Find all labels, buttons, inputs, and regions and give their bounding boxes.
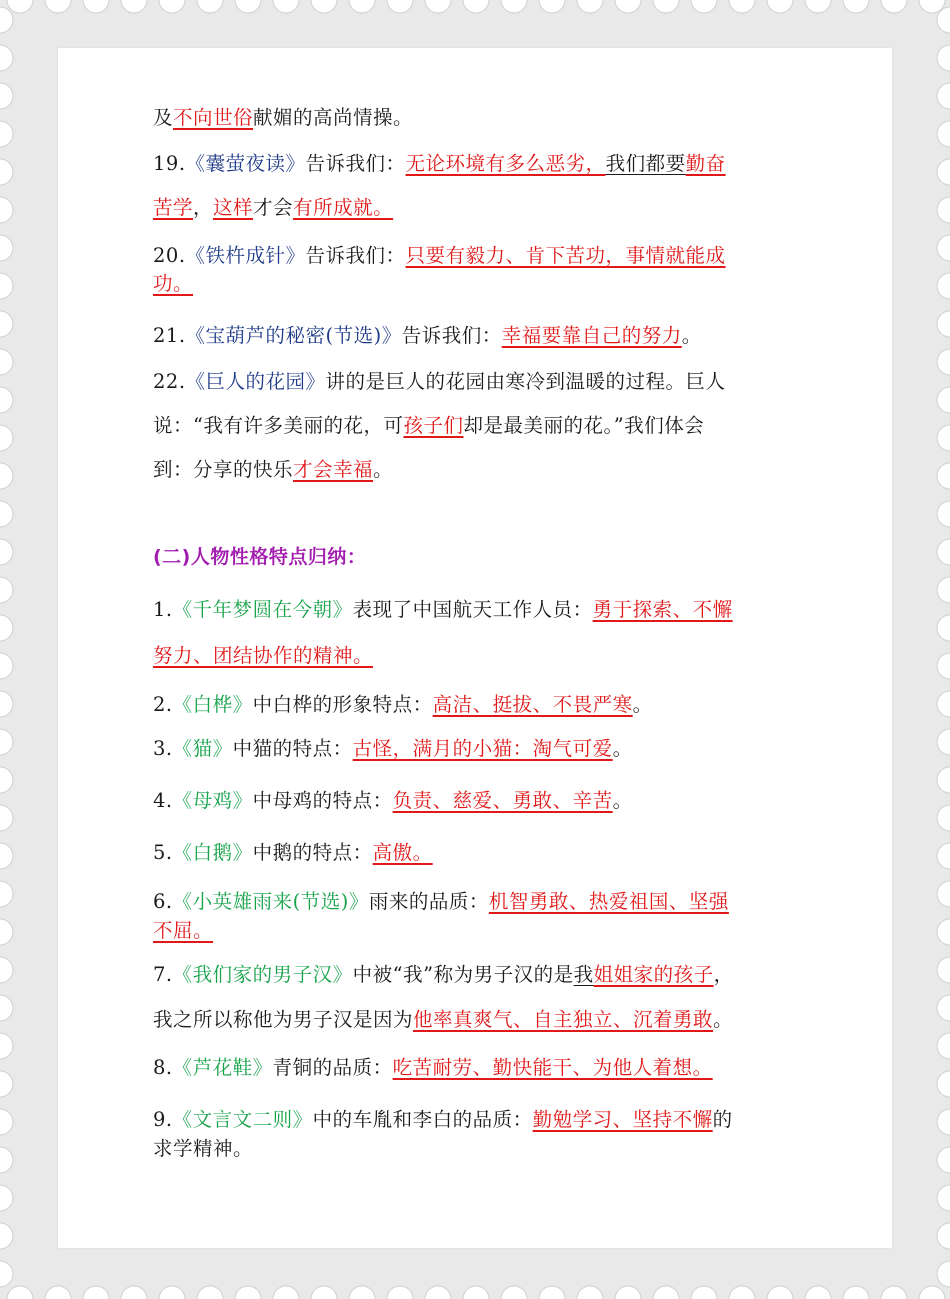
perforation-hole — [919, 1286, 945, 1299]
trait-item-4 — [153, 785, 633, 813]
perforation-hole — [0, 387, 13, 413]
perforation-hole — [0, 235, 13, 261]
text-line — [153, 102, 413, 130]
perforation-hole — [235, 0, 261, 13]
perforation-hole — [691, 0, 717, 13]
perforation-hole — [937, 957, 950, 983]
text: 中母鸡的特点： — [252, 789, 393, 812]
trait-item-6 — [153, 886, 729, 914]
trait-item-9 — [153, 1104, 733, 1132]
item-number: 1. — [153, 598, 173, 621]
lesson-title: 《囊萤夜读》 — [185, 152, 306, 175]
perforation-hole — [937, 83, 950, 109]
perforation-hole — [45, 0, 71, 13]
trait-item-7-cont — [153, 1004, 733, 1032]
answer-text: 吃苦耐劳、勤快能干、为他人着想。 — [392, 1056, 713, 1079]
item-number: 7. — [153, 963, 173, 986]
answer-text: 不向世俗 — [173, 106, 254, 129]
perforation-hole — [7, 1286, 33, 1299]
perforation-hole — [937, 501, 950, 527]
perforation-hole — [937, 805, 950, 831]
text: 才会 — [253, 196, 294, 219]
perforation-hole — [197, 0, 223, 13]
trait-item-1-cont — [153, 640, 373, 668]
perforation-hole — [539, 1286, 565, 1299]
lesson-title: 《文言文二则》 — [172, 1108, 313, 1131]
perforation-hole — [843, 1286, 869, 1299]
item-20 — [153, 240, 726, 268]
answer-text: 才会幸福 — [293, 458, 374, 481]
trait-item-9-cont — [153, 1133, 253, 1161]
text: 。 — [373, 458, 394, 481]
perforation-hole — [937, 45, 950, 71]
perforation-hole — [0, 1033, 13, 1059]
text: 告诉我们： — [305, 244, 406, 267]
perforation-hole — [937, 463, 950, 489]
perforation-hole — [349, 0, 375, 13]
lesson-title: 《芦花鞋》 — [172, 1056, 273, 1079]
perforation-hole — [937, 577, 950, 603]
perforation-hole — [937, 311, 950, 337]
perforation-hole — [0, 881, 13, 907]
perforation-hole — [425, 0, 451, 13]
item-22-cont — [153, 454, 393, 482]
section-heading: (二)人物性格特点归纳： — [153, 546, 367, 568]
perforation-hole — [273, 0, 299, 13]
perforation-hole — [937, 995, 950, 1021]
text: 中的车胤和李白的品质： — [312, 1108, 533, 1131]
perforation-hole — [937, 843, 950, 869]
lesson-title: 《白鹅》 — [172, 841, 253, 864]
text: 中猫的特点： — [232, 737, 353, 760]
perforation-hole — [0, 501, 13, 527]
item-number: 21. — [153, 324, 186, 347]
perforation-hole — [937, 1109, 950, 1135]
lesson-title: 《我们家的男子汉》 — [172, 963, 353, 986]
item-number: 4. — [153, 789, 173, 812]
lesson-title: 《宝葫芦的秘密(节选)》 — [185, 324, 402, 347]
perforation-hole — [0, 995, 13, 1021]
text: 告诉我们： — [305, 152, 406, 175]
answer-text: 勇于探索、不懈 — [592, 598, 733, 621]
trait-item-8 — [153, 1052, 713, 1080]
item-19-cont — [153, 192, 393, 220]
perforation-hole — [881, 0, 907, 13]
perforation-hole — [937, 881, 950, 907]
answer-text: 高洁、挺拔、不畏严寒 — [432, 693, 633, 716]
perforation-hole — [0, 1223, 13, 1249]
lesson-title: 《猫》 — [172, 737, 233, 760]
perforation-hole — [729, 0, 755, 13]
item-number: 8. — [153, 1056, 173, 1079]
text: 。 — [681, 324, 702, 347]
trait-item-2 — [153, 689, 653, 717]
perforation-hole — [843, 0, 869, 13]
lesson-title: 《白桦》 — [172, 693, 253, 716]
perforation-hole — [0, 273, 13, 299]
text: 及 — [153, 106, 174, 129]
perforation-hole — [0, 349, 13, 375]
perforation-hole — [615, 0, 641, 13]
answer-text: 他率真爽气、自主独立、沉着勇敢 — [413, 1008, 714, 1031]
item-number: 19. — [153, 152, 186, 175]
perforation-hole — [653, 1286, 679, 1299]
perforation-hole — [0, 539, 13, 565]
perforation-hole — [937, 121, 950, 147]
answer-text: 负责、慈爱、勇敢、辛苦 — [392, 789, 613, 812]
perforation-hole — [937, 615, 950, 641]
perforation-hole — [311, 0, 337, 13]
text: 中白桦的形象特点： — [252, 693, 433, 716]
text: 青铜的品质： — [272, 1056, 393, 1079]
perforation-hole — [0, 767, 13, 793]
perforation-hole — [691, 1286, 717, 1299]
item-number: 2. — [153, 693, 173, 716]
text: ， — [193, 196, 214, 219]
perforation-hole — [83, 0, 109, 13]
perforation-hole — [539, 0, 565, 13]
text: 告诉我们： — [401, 324, 502, 347]
text: 讲的是巨人的花园由寒冷到温暖的过程。巨人 — [325, 370, 726, 393]
perforation-hole — [0, 311, 13, 337]
answer-text: 姐姐家的孩子 — [593, 963, 714, 986]
answer-text: 不屈。 — [153, 919, 214, 942]
text: 表现了中国航天工作人员： — [352, 598, 593, 621]
text: 说：“我有许多美丽的花，可 — [153, 414, 404, 437]
lesson-title: 《千年梦圆在今朝》 — [172, 598, 353, 621]
perforation-hole — [937, 767, 950, 793]
answer-text: 无论环境有多么恶劣， — [405, 152, 606, 175]
perforation-hole — [0, 1147, 13, 1173]
perforation-hole — [0, 805, 13, 831]
perforation-hole — [937, 539, 950, 565]
perforation-hole — [159, 1286, 185, 1299]
perforation-hole — [0, 1071, 13, 1097]
perforation-hole — [121, 0, 147, 13]
lesson-title: 《铁杵成针》 — [185, 244, 306, 267]
trait-item-3 — [153, 733, 633, 761]
perforation-hole — [0, 7, 13, 33]
perforation-hole — [937, 1033, 950, 1059]
perforation-hole — [577, 1286, 603, 1299]
perforation-hole — [937, 691, 950, 717]
perforation-hole — [121, 1286, 147, 1299]
trait-item-7 — [153, 959, 734, 987]
perforation-hole — [937, 1071, 950, 1097]
text: 中鹅的特点： — [252, 841, 373, 864]
trait-item-1 — [153, 594, 733, 622]
perforation-hole — [805, 0, 831, 13]
perforation-hole — [0, 197, 13, 223]
text: 献媚的高尚情操。 — [253, 106, 414, 129]
perforation-hole — [615, 1286, 641, 1299]
lesson-title: 《母鸡》 — [172, 789, 253, 812]
answer-text: 古怪，满月的小猫：淘气可爱 — [352, 737, 613, 760]
perforation-hole — [767, 0, 793, 13]
item-number: 6. — [153, 890, 173, 913]
perforation-hole — [501, 0, 527, 13]
text: 。 — [612, 789, 633, 812]
perforation-hole — [197, 1286, 223, 1299]
perforation-hole — [0, 919, 13, 945]
answer-text: 孩子们 — [403, 414, 464, 437]
text: 我们都要 — [605, 152, 686, 175]
perforation-hole — [0, 425, 13, 451]
text: ， — [713, 963, 734, 986]
text: 我 — [573, 963, 594, 986]
perforation-hole — [937, 349, 950, 375]
item-number: 3. — [153, 737, 173, 760]
perforation-hole — [937, 387, 950, 413]
perforation-hole — [0, 463, 13, 489]
perforation-hole — [0, 83, 13, 109]
perforation-hole — [937, 197, 950, 223]
perforation-hole — [653, 0, 679, 13]
perforation-hole — [0, 1185, 13, 1211]
perforation-hole — [937, 729, 950, 755]
item-22 — [153, 366, 726, 394]
item-number: 22. — [153, 370, 186, 393]
text: 中被“我”称为男子汉的是 — [352, 963, 574, 986]
perforation-hole — [349, 1286, 375, 1299]
perforation-hole — [937, 1261, 950, 1287]
answer-text: 高傲。 — [372, 841, 433, 864]
trait-item-5 — [153, 837, 433, 865]
answer-text: 这样 — [213, 196, 254, 219]
answer-text: 幸福要靠自己的努力 — [501, 324, 682, 347]
answer-text: 只要有毅力、肯下苦功，事情就能成 — [405, 244, 726, 267]
perforation-hole — [937, 273, 950, 299]
answer-text: 苦学 — [153, 196, 194, 219]
text: 的 — [712, 1108, 733, 1131]
perforation-hole — [937, 1223, 950, 1249]
perforation-hole — [0, 691, 13, 717]
perforation-hole — [387, 1286, 413, 1299]
perforation-hole — [937, 159, 950, 185]
perforation-hole — [0, 45, 13, 71]
item-number: 5. — [153, 841, 173, 864]
perforation-hole — [937, 653, 950, 679]
item-number: 9. — [153, 1108, 173, 1131]
item-20-cont — [153, 268, 193, 296]
perforation-hole — [729, 1286, 755, 1299]
answer-text: 勤奋 — [685, 152, 726, 175]
item-22-cont — [153, 410, 704, 438]
text: 。 — [713, 1008, 734, 1031]
text: 。 — [612, 737, 633, 760]
item-19 — [153, 148, 726, 176]
item-number: 20. — [153, 244, 186, 267]
perforation-hole — [0, 1109, 13, 1135]
trait-item-6-cont — [153, 915, 213, 943]
perforation-hole — [937, 425, 950, 451]
text: 求学精神。 — [153, 1137, 254, 1160]
perforation-hole — [7, 0, 33, 13]
text: 。 — [632, 693, 653, 716]
text: 我之所以称他为男子汉是因为 — [153, 1008, 414, 1031]
perforation-hole — [0, 653, 13, 679]
perforation-hole — [45, 1286, 71, 1299]
text: 到：分享的快乐 — [153, 458, 294, 481]
perforation-hole — [0, 1261, 13, 1287]
item-21 — [153, 320, 702, 348]
answer-text: 努力、团结协作的精神。 — [153, 644, 374, 667]
perforation-hole — [0, 159, 13, 185]
perforation-hole — [235, 1286, 261, 1299]
perforation-hole — [0, 577, 13, 603]
perforation-hole — [501, 1286, 527, 1299]
answer-text: 功。 — [153, 272, 194, 295]
perforation-hole — [881, 1286, 907, 1299]
answer-text: 有所成就。 — [293, 196, 394, 219]
answer-text: 机智勇敢、热爱祖国、坚强 — [488, 890, 729, 913]
perforation-hole — [767, 1286, 793, 1299]
perforation-hole — [937, 1147, 950, 1173]
perforation-hole — [937, 1185, 950, 1211]
perforation-hole — [937, 919, 950, 945]
perforation-hole — [83, 1286, 109, 1299]
perforation-hole — [463, 0, 489, 13]
perforation-hole — [0, 121, 13, 147]
perforation-hole — [425, 1286, 451, 1299]
lesson-title: 《小英雄雨来(节选)》 — [172, 890, 369, 913]
perforation-hole — [273, 1286, 299, 1299]
perforation-hole — [0, 729, 13, 755]
text: 却是最美丽的花。”我们体会 — [463, 414, 705, 437]
perforation-hole — [0, 957, 13, 983]
text: 雨来的品质： — [368, 890, 489, 913]
perforation-hole — [311, 1286, 337, 1299]
answer-text: 勤勉学习、坚持不懈 — [532, 1108, 713, 1131]
perforation-hole — [0, 615, 13, 641]
perforation-hole — [159, 0, 185, 13]
perforation-hole — [463, 1286, 489, 1299]
perforation-hole — [0, 843, 13, 869]
perforation-hole — [805, 1286, 831, 1299]
perforation-hole — [577, 0, 603, 13]
lesson-title: 《巨人的花园》 — [185, 370, 326, 393]
perforation-hole — [387, 0, 413, 13]
perforation-hole — [937, 235, 950, 261]
